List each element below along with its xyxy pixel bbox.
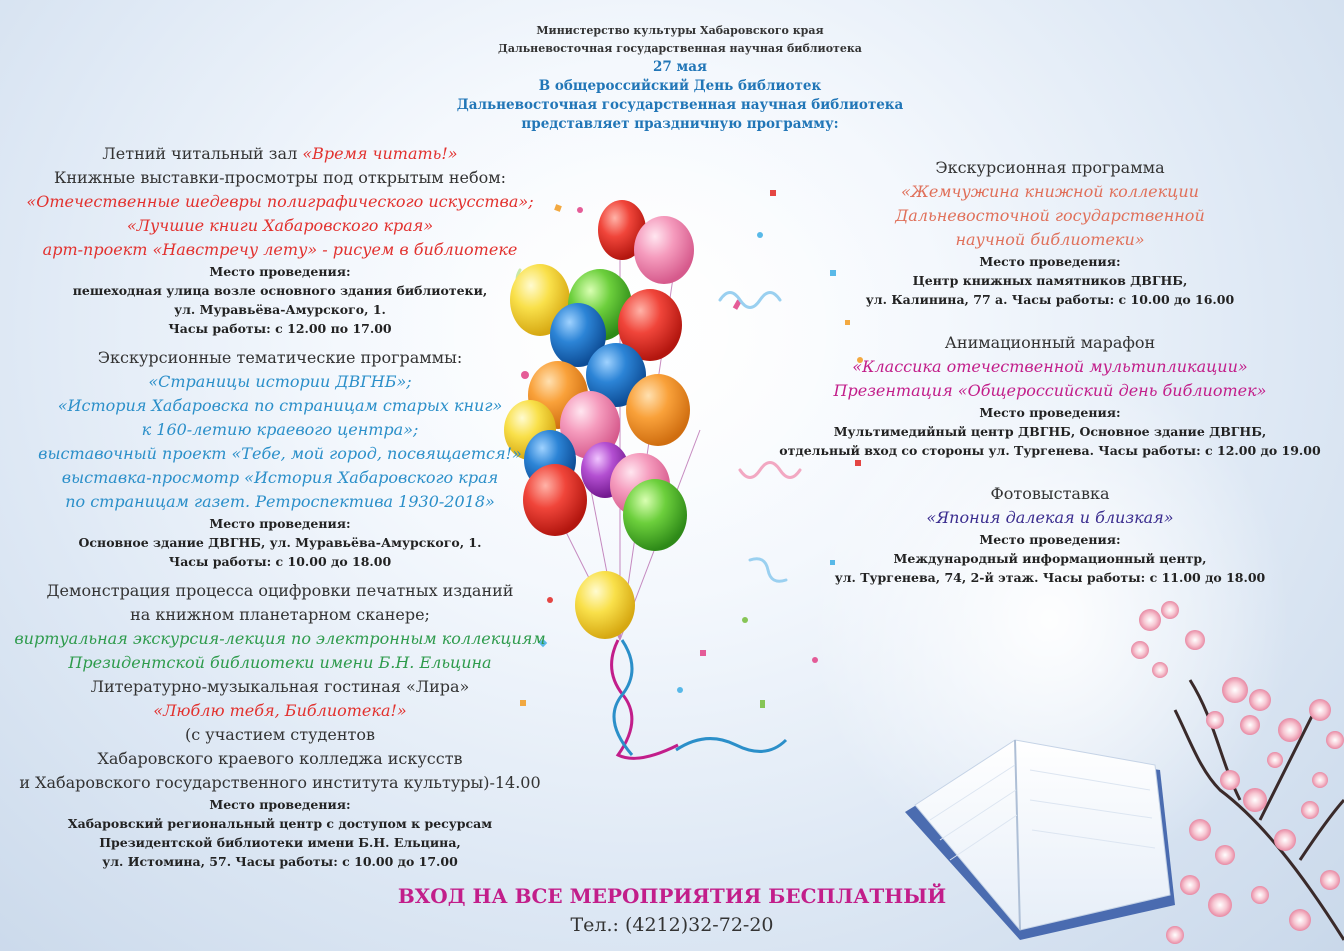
excursion-program-title: Экскурсионная программа	[935, 158, 1165, 177]
venue-5-a: Мультимедийный центр ДВГНБ, Основное здание ДВГНБ,	[833, 424, 1267, 439]
virtual-a: виртуальная экскурсия-лекция по электронным коллекциям	[14, 629, 546, 648]
venue-3-b: Президентской библиотеки имени Б.Н. Ельцина,	[99, 835, 461, 850]
venue-1-a: пешеходная улица возле основного здания библиотеки,	[72, 283, 488, 298]
art-project: арт-проект «Навстречу лету» - рисуем в библиотеке	[42, 240, 518, 259]
animation-b: Презентация «Общероссийский день библиотек»	[833, 381, 1267, 400]
pearl-b: Дальневосточной государственной	[895, 206, 1205, 225]
right-column	[760, 156, 1340, 587]
lounge-e: и Хабаровского государственного института культуры)-14.00	[19, 773, 541, 792]
venue-label: Место проведения:	[209, 797, 351, 812]
exhibition-2: «Лучшие книги Хабаровского края»	[126, 216, 434, 235]
virtual-b: Президентской библиотеки имени Б.Н. Ельцина	[68, 653, 492, 672]
lounge-title: Литературно-музыкальная гостиная «Лира»	[90, 677, 470, 696]
venue-5-b: отдельный вход со стороны ул. Тургенева. Часы работы: с 12.00 до 19.00	[779, 443, 1321, 458]
venue-label: Место проведения:	[979, 405, 1121, 420]
demo-b: на книжном планетарном сканере;	[130, 605, 430, 624]
phone-number: Тел.: (4212)32-72-20	[570, 914, 774, 936]
hours-2: Часы работы: с 10.00 до 18.00	[168, 554, 392, 569]
reading-hall-prefix: Летний читальный зал	[102, 144, 303, 163]
venue-4-b: ул. Калинина, 77 а. Часы работы: с 10.00 до 16.00	[865, 292, 1235, 307]
exhibit-project: выставочный проект «Тебе, мой город, посвящается!»	[38, 444, 522, 463]
excursions-title: Экскурсионные тематические программы:	[97, 348, 463, 367]
venue-label: Место проведения:	[209, 264, 351, 279]
venue-6-b: ул. Тургенева, 74, 2-й этаж. Часы работы: с 11.00 до 18.00	[834, 570, 1266, 585]
excursion-1: «Страницы истории ДВГНБ»;	[148, 372, 412, 391]
venue-3-c: ул. Истомина, 57. Часы работы: с 10.00 до 17.00	[102, 854, 458, 869]
lounge-c: (с участием студентов	[185, 725, 375, 744]
venue-3-a: Хабаровский региональный центр с доступом к ресурсам	[67, 816, 493, 831]
library-line: Дальневосточная государственная научная библиотека	[498, 42, 862, 55]
lounge-d: Хабаровского краевого колледжа искусств	[97, 749, 463, 768]
exhibit-view-a: выставка-просмотр «История Хабаровского края	[61, 468, 499, 487]
reading-hall-line	[0, 142, 560, 166]
exhibitions-title: Книжные выставки-просмотры под открытым небом:	[53, 168, 507, 187]
excursion-3: к 160-летию краевого центра»;	[141, 420, 419, 439]
presents-line: представляет праздничную программу:	[521, 116, 839, 132]
pearl-c: научной библиотеки»	[955, 230, 1145, 249]
photo-title: Фотовыставка	[990, 484, 1110, 503]
hours-1: Часы работы: с 12.00 по 17.00	[168, 321, 392, 336]
date-line: 27 мая	[653, 59, 707, 75]
left-column	[0, 142, 560, 871]
free-entry-banner: ВХОД НА ВСЕ МЕРОПРИЯТИЯ БЕСПЛАТНЫЙ	[397, 884, 947, 908]
venue-2: Основное здание ДВГНБ, ул. Муравьёва-Амурского, 1.	[78, 535, 482, 550]
header	[330, 22, 1030, 134]
venue-label: Место проведения:	[979, 254, 1121, 269]
venue-label: Место проведения:	[979, 532, 1121, 547]
venue-label: Место проведения:	[209, 516, 351, 531]
presenter-line: Дальневосточная государственная научная библиотека	[456, 97, 904, 113]
occasion-line: В общероссийский День библиотек	[538, 78, 822, 94]
pearl-a: «Жемчужина книжной коллекции	[901, 182, 1199, 201]
animation-a: «Классика отечественной мультипликации»	[852, 357, 1248, 376]
venue-1-b: ул. Муравьёва-Амурского, 1.	[174, 302, 386, 317]
demo-a: Демонстрация процесса оцифровки печатных изданий	[46, 581, 514, 600]
venue-6-a: Международный информационный центр,	[893, 551, 1207, 566]
ministry-line: Министерство культуры Хабаровского края	[536, 24, 824, 37]
exhibit-view-b: по страницам газет. Ретроспектива 1930-2018»	[65, 492, 495, 511]
lounge-name: «Люблю тебя, Библиотека!»	[153, 701, 407, 720]
photo-name: «Япония далекая и близкая»	[926, 508, 1174, 527]
venue-4-a: Центр книжных памятников ДВГНБ,	[912, 273, 1188, 288]
reading-hall-name: «Время читать!»	[302, 144, 458, 163]
animation-title: Анимационный марафон	[944, 333, 1156, 352]
exhibition-1: «Отечественные шедевры полиграфического искусства»;	[26, 192, 534, 211]
excursion-2: «История Хабаровска по страницам старых книг»	[57, 396, 503, 415]
footer	[372, 882, 972, 940]
